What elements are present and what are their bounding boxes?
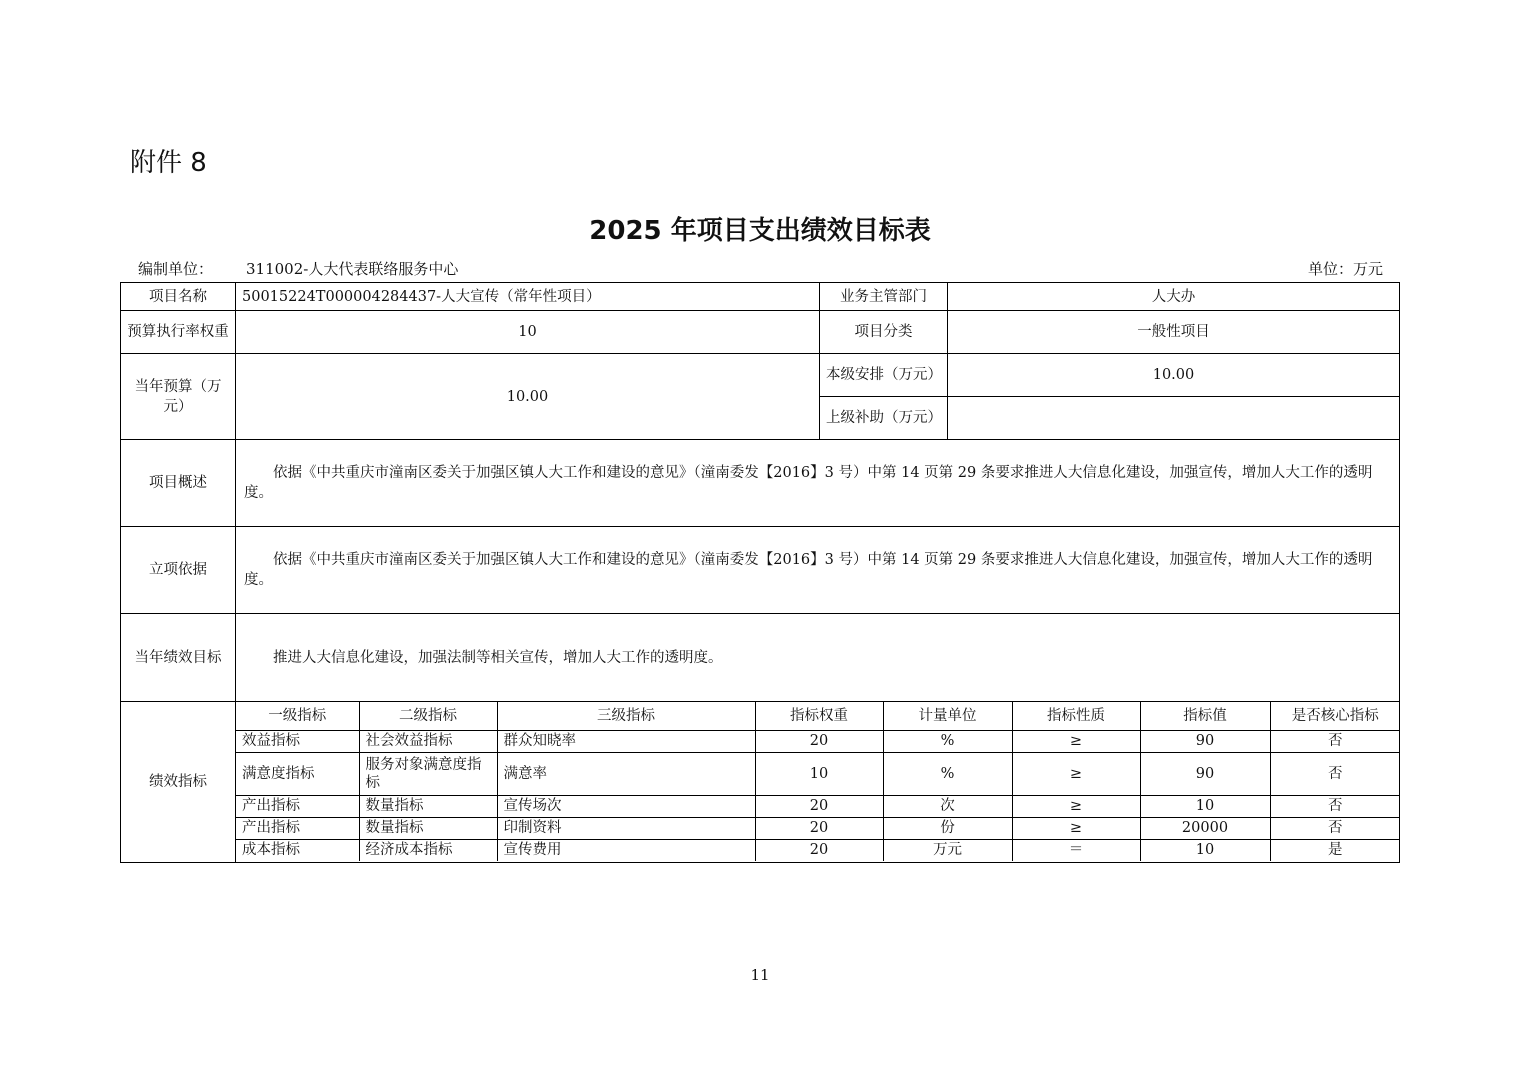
indicator-cell: 20 [755, 730, 883, 752]
local-label: 本级安排（万元） [820, 354, 948, 397]
indicator-cell: ≥ [1012, 795, 1140, 817]
indicator-header-cell: 指标性质 [1012, 702, 1140, 730]
indicator-cell: 万元 [883, 839, 1012, 861]
indicator-row [236, 752, 1400, 795]
indicator-cell: 否 [1270, 795, 1400, 817]
local-value: 10.00 [948, 354, 1400, 397]
indicator-cell: 90 [1140, 752, 1270, 795]
indicator-cell: 满意度指标 [236, 752, 359, 795]
indicator-cell: 满意率 [497, 752, 755, 795]
indicator-cell: ≥ [1012, 752, 1140, 795]
compile-unit-label: 编制单位： [138, 260, 214, 278]
attachment-label: 附件 8 [130, 148, 207, 178]
indicator-cell: 10 [1140, 839, 1270, 861]
indicator-cell: ＝ [1012, 839, 1140, 861]
indicator-cell: 社会效益指标 [359, 730, 497, 752]
weight-value: 10 [236, 311, 820, 354]
budget-label: 当年预算（万元） [121, 354, 236, 440]
project-name-label: 项目名称 [121, 283, 236, 311]
indicator-cell: 数量指标 [359, 795, 497, 817]
indicator-row [236, 839, 1400, 861]
indicator-header-cell: 指标值 [1140, 702, 1270, 730]
indicator-cell: 90 [1140, 730, 1270, 752]
indicator-cell: 否 [1270, 730, 1400, 752]
indicator-cell: 产出指标 [236, 817, 359, 839]
indicator-table [236, 702, 1400, 861]
indicator-header-cell: 是否核心指标 [1270, 702, 1400, 730]
indicator-cell: 数量指标 [359, 817, 497, 839]
indicator-row [236, 730, 1400, 752]
indicator-cell: 20 [755, 795, 883, 817]
indicator-cell: 服务对象满意度指标 [359, 752, 497, 795]
indicator-cell: 成本指标 [236, 839, 359, 861]
indicator-cell: 效益指标 [236, 730, 359, 752]
indicator-label: 绩效指标 [121, 702, 236, 863]
indicator-header-cell: 指标权重 [755, 702, 883, 730]
indicator-row [236, 817, 1400, 839]
indicator-header-cell: 计量单位 [883, 702, 1012, 730]
overview-label: 项目概述 [121, 440, 236, 527]
unit-label: 单位：万元 [1308, 260, 1384, 278]
subsidy-label: 上级补助（万元） [820, 397, 948, 440]
indicator-row [236, 795, 1400, 817]
weight-label: 预算执行率权重 [121, 311, 236, 354]
indicator-cell: % [883, 752, 1012, 795]
indicator-cell: 20 [755, 817, 883, 839]
page-number: 11 [750, 966, 770, 984]
indicator-cell: 经济成本指标 [359, 839, 497, 861]
indicator-cell: 20 [755, 839, 883, 861]
indicator-cell: % [883, 730, 1012, 752]
indicator-header-row [236, 702, 1400, 730]
budget-value: 10.00 [236, 354, 820, 440]
indicator-cell: 份 [883, 817, 1012, 839]
indicator-cell: 是 [1270, 839, 1400, 861]
indicator-cell: 印制资料 [497, 817, 755, 839]
indicator-cell: 次 [883, 795, 1012, 817]
indicator-cell: 10 [755, 752, 883, 795]
indicator-cell: 否 [1270, 752, 1400, 795]
performance-target-table [120, 282, 1400, 863]
indicator-cell: ≥ [1012, 730, 1140, 752]
indicator-cell: 宣传场次 [497, 795, 755, 817]
basis-text: 依据《中共重庆市潼南区委关于加强区镇人大工作和建设的意见》（潼南委发【2016】3 号）中第 14 页第 29 条要求推进人大信息化建设，加强宣传，增加人大工作的透明度。 [236, 527, 1400, 614]
indicator-cell: 10 [1140, 795, 1270, 817]
indicator-cell [236, 702, 1400, 863]
indicator-cell: 宣传费用 [497, 839, 755, 861]
indicator-cell: ≥ [1012, 817, 1140, 839]
project-name-value: 50015224T000004284437-人大宣传（常年性项目） [236, 283, 820, 311]
goal-label: 当年绩效目标 [121, 614, 236, 702]
indicator-header-cell: 二级指标 [359, 702, 497, 730]
indicator-cell: 否 [1270, 817, 1400, 839]
dept-label: 业务主管部门 [820, 283, 948, 311]
basis-label: 立项依据 [121, 527, 236, 614]
dept-value: 人大办 [948, 283, 1400, 311]
goal-text: 推进人大信息化建设，加强法制等相关宣传，增加人大工作的透明度。 [236, 614, 1400, 702]
indicator-cell: 20000 [1140, 817, 1270, 839]
indicator-cell: 产出指标 [236, 795, 359, 817]
page-title: 2025 年项目支出绩效目标表 [589, 216, 931, 246]
category-value: 一般性项目 [948, 311, 1400, 354]
subsidy-value [948, 397, 1400, 440]
indicator-header-cell: 三级指标 [497, 702, 755, 730]
indicator-header-cell: 一级指标 [236, 702, 359, 730]
indicator-cell: 群众知晓率 [497, 730, 755, 752]
compile-unit-value: 311002-人大代表联络服务中心 [246, 260, 459, 278]
overview-text: 依据《中共重庆市潼南区委关于加强区镇人大工作和建设的意见》（潼南委发【2016】3 号）中第 14 页第 29 条要求推进人大信息化建设，加强宣传，增加人大工作的透明度。 [236, 440, 1400, 527]
category-label: 项目分类 [820, 311, 948, 354]
